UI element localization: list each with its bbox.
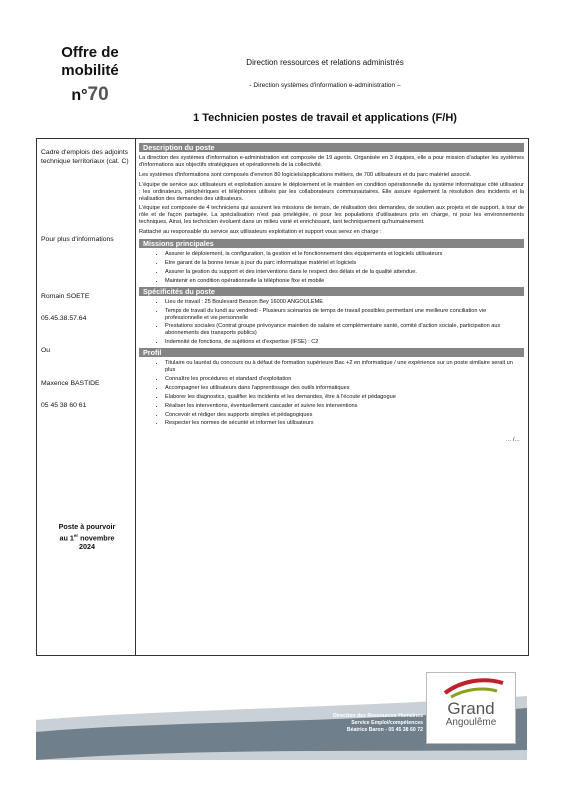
or-label: Ou	[41, 347, 51, 354]
offer-title-line1: Offre de	[61, 44, 119, 61]
footer-line1: Direction des Ressources Humaines	[333, 713, 423, 719]
contact2-phone: 05 45 38 60 61	[41, 402, 87, 409]
description-body	[139, 155, 524, 236]
post-date-pre: au 1	[59, 533, 74, 543]
post-line3: 2024	[79, 542, 95, 552]
footer-line2: Service Emploi/compétences	[351, 720, 423, 726]
specificite-item: • Prestations sociales (Contrat groupe prévoyance maintien de salaire et complémentaire santé, comité d'action sociale, participation aux abonnements des transports publics)	[165, 323, 524, 337]
logo-grand: Grand	[447, 699, 495, 718]
specificite-item: • Lieu de travail : 25 Boulevard Besson Bey 16000 ANGOULEME	[165, 299, 524, 306]
grand-angouleme-logo	[426, 672, 516, 744]
contact2-name: Maxence BASTIDE	[41, 380, 100, 387]
offer-box	[40, 44, 140, 106]
profil-item: • Elaborer les diagnostics, qualifier les incidents et les demandes, être à l'écoute et pédagogue	[165, 394, 524, 401]
missions-list	[139, 251, 524, 285]
section-description-title: Description du poste	[139, 143, 524, 152]
post-line2	[41, 531, 133, 542]
specificites-list	[139, 299, 524, 346]
description-paragraph: La direction des systèmes d'information e-administration est composée de 19 agents. Organisée en 3 équipes, elle a pour mission d'adapter les systèmes d'informations aux objectifs stratégiques et opérationnels de la collectivité.	[139, 155, 524, 168]
page-continuation: … /…	[505, 437, 520, 444]
profil-item: • Titulaire ou lauréat du concours ou à défaut de formation supérieure Bac +2 en informatique / une expérience sur un poste similaire serait un plus	[165, 360, 524, 374]
post-date-month: novembre	[78, 533, 115, 543]
offer-number-prefix: n°	[71, 87, 88, 104]
offer-title-line2: mobilité	[61, 62, 119, 79]
contact1-phone: 05.45.38.57.64	[41, 315, 87, 322]
direction-heading: Direction ressources et relations administrés	[246, 58, 404, 67]
footer-line3: Béatrice Baron - 05 45 38 60 72	[346, 727, 423, 733]
job-title: 1 Technicien postes de travail et applications (F/H)	[193, 112, 457, 124]
mission-item: • Maintenir en condition opérationnelle la téléphonie fixe et mobile	[165, 278, 524, 285]
profil-item: • Concevoir et rédiger des supports simples et pédagogiques	[165, 412, 524, 419]
specificite-item: • Indemnité de fonctions, de sujétions et d'expertise (IFSE) : C2	[165, 339, 524, 346]
description-paragraph: L'équipe est composée de 4 techniciens qui assurent les missions de terrain, de réalisation des demandes, de soutien aux projets et de support, à tour de rôle et de façon partagée. La spécialisation n'est pas privilégiée, ni pour les populations d'utilisateurs pris en charge, ni pour les environnements techniques. Ainsi, les technicien évoluent dans un milieu varié et enrichissant, tant techniquement qu'humainement.	[139, 205, 524, 226]
job-offer-frame	[36, 138, 529, 656]
left-column	[37, 139, 136, 655]
mission-item: • Etre garant de la bonne tenue à jour du parc informatique matériel et logiciels	[165, 260, 524, 267]
logo-swoosh-icon	[427, 673, 515, 699]
contact1-name: Romain SOETE	[41, 293, 90, 300]
more-info-label: Pour plus d'informations	[41, 236, 114, 243]
cadre-emplois: Cadre d'emplois des adjoints technique territoriaux (cat. C)	[41, 149, 129, 165]
description-paragraph: Rattaché au responsable du service aux utilisateurs exploitation et support vous serez en charge :	[139, 229, 382, 236]
mission-item: • Assurer le déploiement, la configuration, la gestion et le fonctionnement des équipements et logiciels utilisateurs	[165, 251, 524, 258]
post-line1: Poste à pourvoir	[58, 522, 116, 531]
subdirection-heading: - Direction systèmes d'information e-administration –	[249, 82, 401, 89]
section-missions-title: Missions principales	[139, 239, 524, 248]
description-paragraph: Les systèmes d'informations sont composés d'environ 80 logiciels/applications métiers, de 700 utilisateurs et du parc matériel associé.	[139, 171, 472, 178]
offer-number-value: 70	[87, 84, 109, 105]
section-profil-title: Profil	[139, 348, 524, 357]
post-date-sup: er	[73, 533, 79, 538]
logo-angouleme: Angoulême	[445, 717, 497, 728]
specificite-item: • Temps de travail du lundi au vendredi - Plusieurs scénarios de temps de travail possibles permettant une meilleure conciliation vie professionnelle et vie personnelle	[165, 308, 524, 322]
profil-item: • Connaître les procédures et standard d'exploitation	[165, 376, 524, 383]
profil-list	[139, 360, 524, 427]
profil-item: • Accompagner les utilisateurs dans l'apprentissage des outils informatiques	[165, 385, 524, 392]
description-paragraph: L'équipe de service aux utilisateurs et exploitation assure le déploiement et le maintien en condition opérationnelle du système informatique côté utilisateur : les ordinateurs, périphériques et téléphones utilisés par les collaborateurs communautaires. Elle assure également la résolution des incidents et la réalisation des demandes des utilisateurs.	[139, 181, 524, 202]
profil-item: • Réaliser les interventions, éventuellement cascader et suivre les interventions	[165, 403, 524, 410]
offer-number	[40, 84, 140, 106]
post-availability	[41, 522, 133, 551]
profil-item: • Respecter les normes de sécurité et informer les utilisateurs	[165, 420, 524, 427]
footer-contact	[278, 713, 423, 734]
mission-item: • Assurer la gestion du support et des interventions dans le respect des délais et de la qualité attendue.	[165, 269, 524, 276]
right-column	[139, 141, 524, 444]
section-specificites-title: Spécificités du poste	[139, 287, 524, 296]
